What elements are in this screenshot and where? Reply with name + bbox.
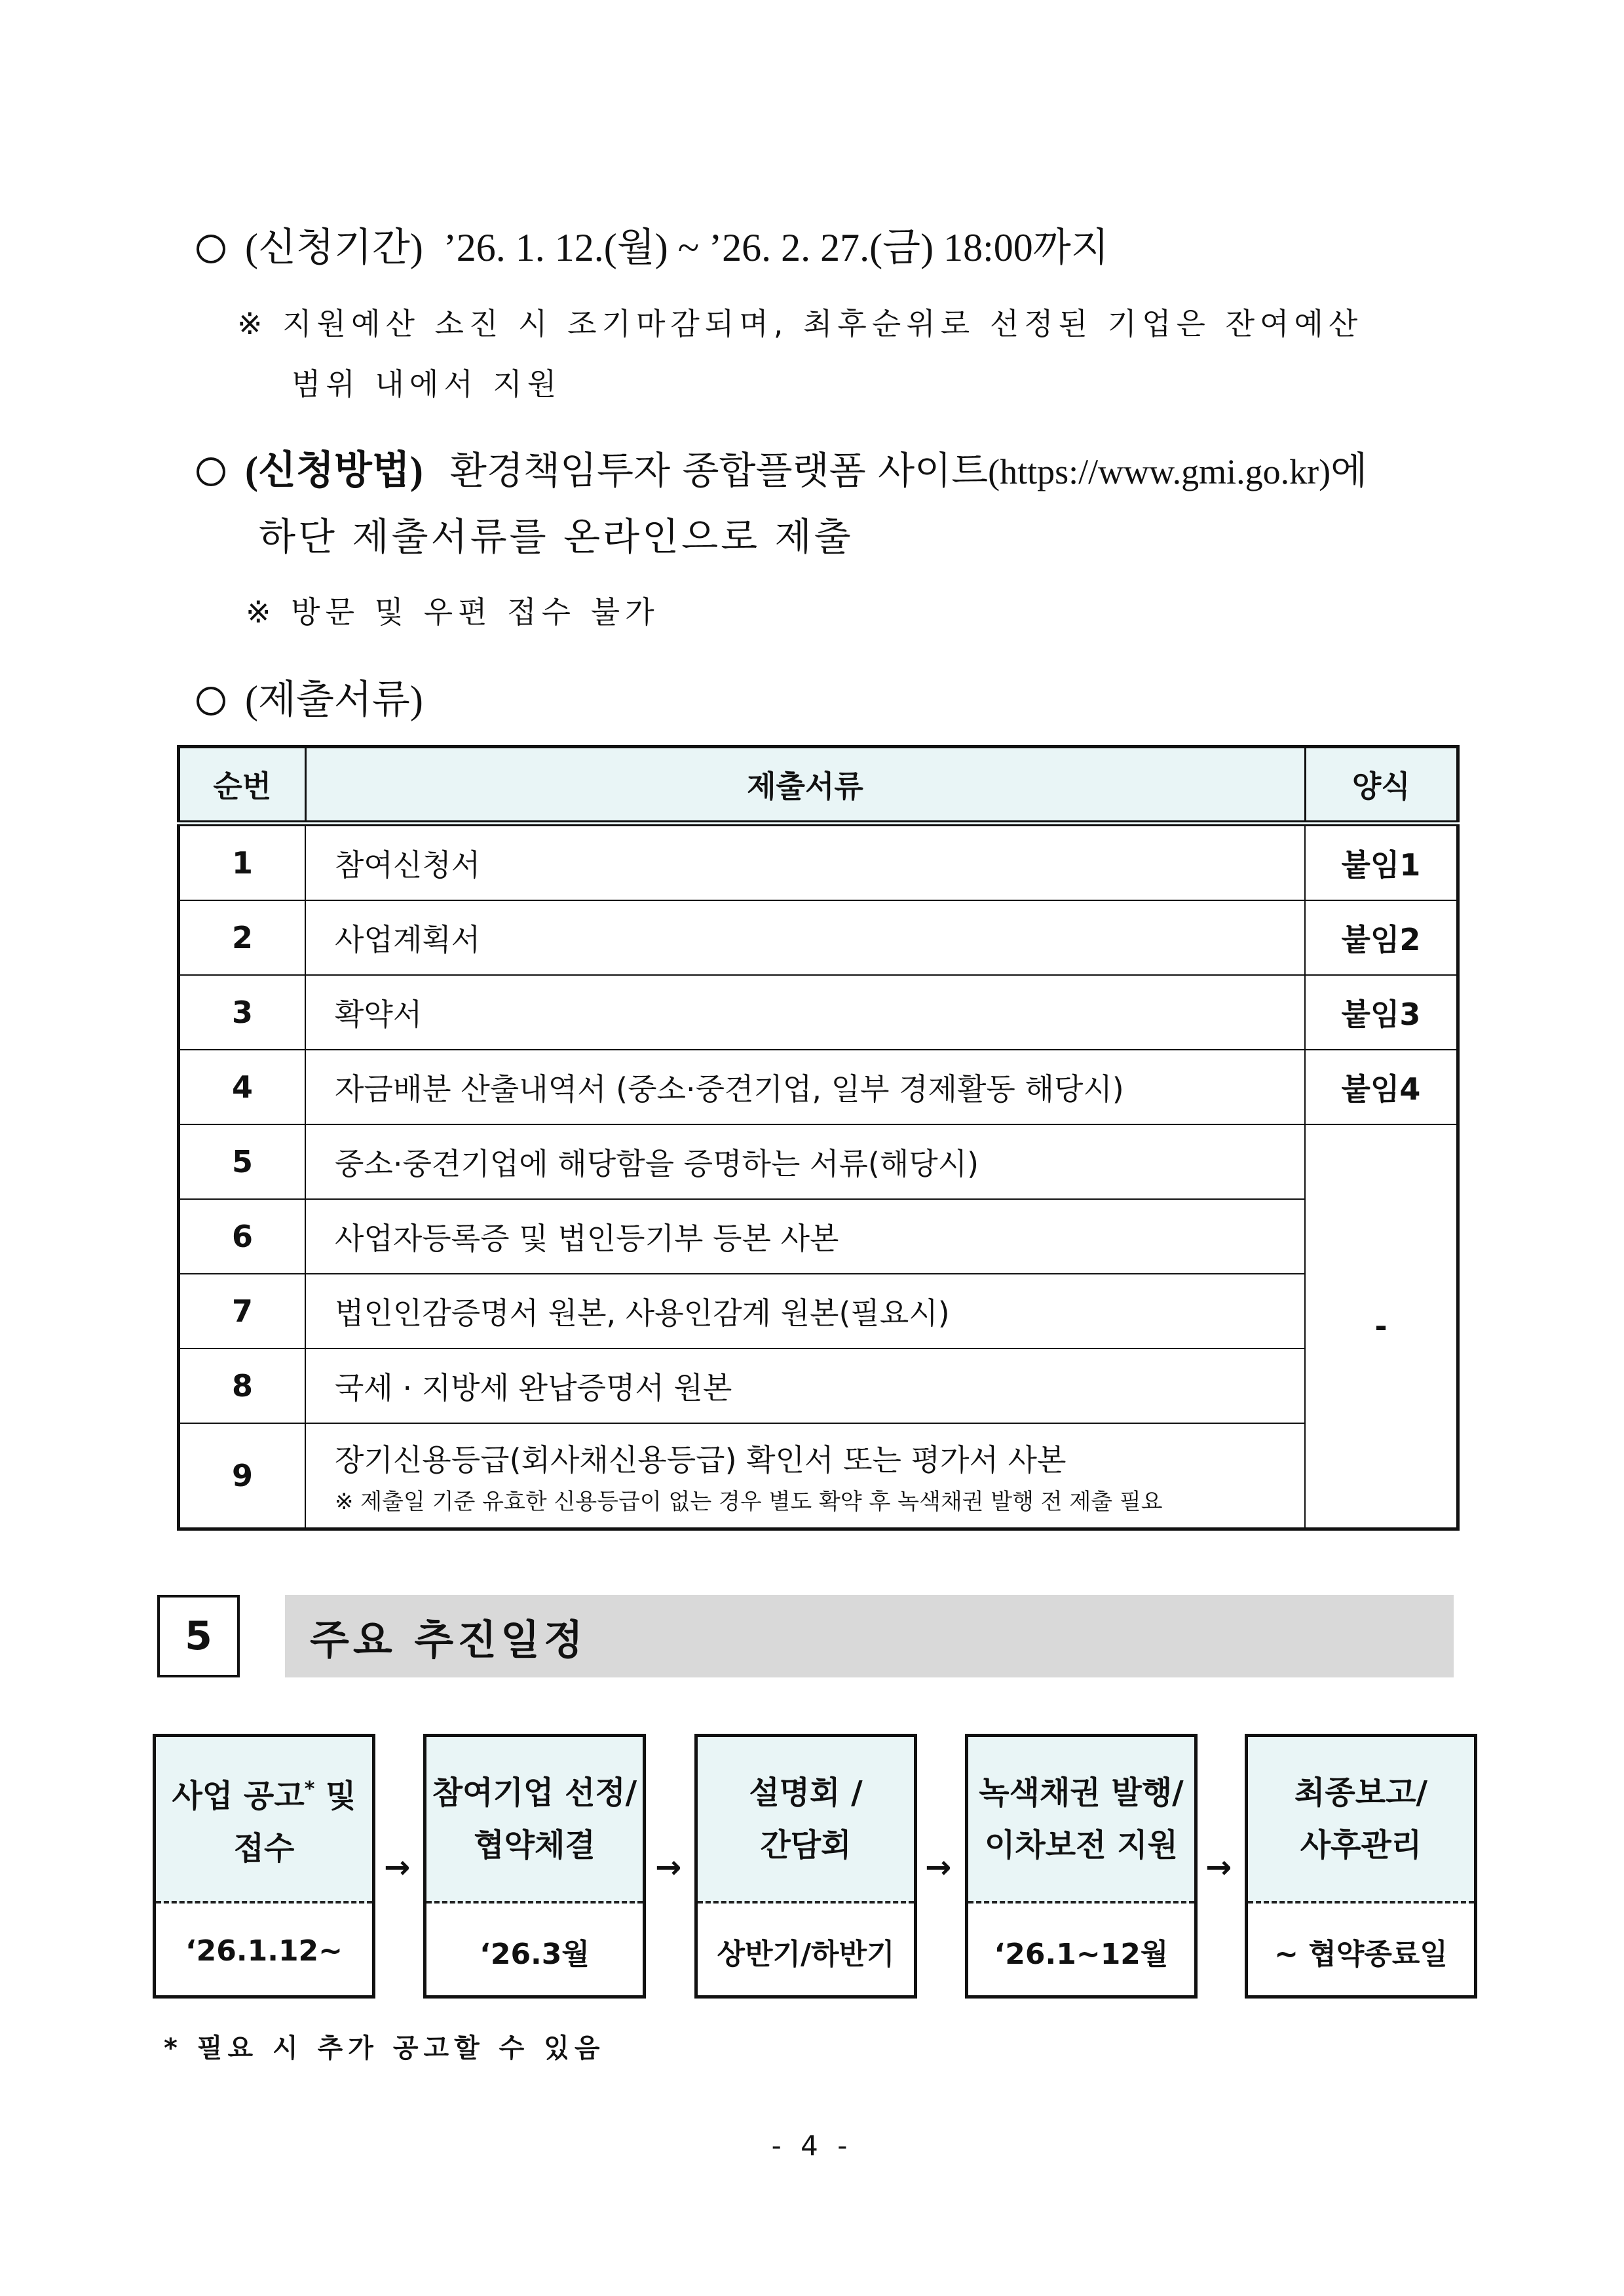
row-num: 1 (179, 824, 306, 901)
documents-label: (제출서류) (245, 678, 423, 721)
method-note: ※ 방문 및 우편 접수 불가 (246, 594, 660, 630)
documents-bullet (197, 668, 423, 725)
table-row (179, 1349, 1458, 1423)
arrow-right-icon: → (655, 1849, 682, 1886)
period-note-line1: ※ 지원예산 소진 시 조기마감되며, 최후순위로 선정된 기업은 잔여예산 (237, 306, 1363, 341)
header-doc: 제출서류 (305, 747, 1305, 824)
schedule-step (965, 1734, 1198, 1999)
step-date: ~ 협약종료일 (1274, 1937, 1448, 1971)
schedule-step (1245, 1734, 1477, 1999)
step-date: ‘26.1.12~ (185, 1934, 343, 1968)
page-number: - 4 - (771, 2130, 853, 2162)
method-text-b: 에 (1331, 448, 1368, 493)
table-row (179, 900, 1458, 975)
row-doc: 사업자등록증 및 법인등기부 등본 사본 (305, 1199, 1305, 1274)
schedule-step (423, 1734, 646, 1999)
section-title: 주요 추진일정 (285, 1595, 1454, 1677)
row-doc: 국세 · 지방세 완납증명서 원본 (305, 1349, 1305, 1423)
circle-bullet-icon (197, 235, 225, 263)
circle-bullet-icon (197, 457, 225, 486)
step-sup: * (304, 1778, 315, 1801)
row-num: 7 (179, 1274, 306, 1349)
table-row (179, 975, 1458, 1050)
step-title (968, 1737, 1194, 1904)
step-line1-tail: 및 (314, 1778, 356, 1814)
row-form: 붙임2 (1305, 900, 1458, 975)
step-title (156, 1737, 372, 1904)
row-doc: 참여신청서 (305, 824, 1305, 901)
row-num: 4 (179, 1050, 306, 1124)
row-num: 2 (179, 900, 306, 975)
step-title (1248, 1737, 1474, 1904)
step-line2: 이차보전 지원 (985, 1827, 1178, 1864)
table-row (179, 1124, 1458, 1199)
step-title (426, 1737, 643, 1904)
row-doc: 중소·중견기업에 해당함을 증명하는 서류(해당시) (305, 1124, 1305, 1199)
method-bullet (197, 439, 1367, 495)
footnote: * 필요 시 추가 공고할 수 있음 (164, 2033, 605, 2063)
row-doc-text: 장기신용등급(회사채신용등급) 확인서 또는 평가서 사본 (335, 1442, 1067, 1478)
period-bullet (197, 216, 1109, 273)
period-label: (신청기간) (245, 226, 423, 269)
step-line2: 협약체결 (474, 1827, 595, 1864)
table-row (179, 1274, 1458, 1349)
step-line1: 녹색채권 발행/ (979, 1774, 1184, 1811)
row-form: 붙임1 (1305, 824, 1458, 901)
schedule-step (694, 1734, 917, 1999)
step-line1: 최종보고/ (1294, 1774, 1427, 1811)
row-doc (305, 1423, 1305, 1529)
arrow-right-icon: → (925, 1849, 952, 1886)
row-form: 붙임4 (1305, 1050, 1458, 1124)
table-row (179, 824, 1458, 901)
arrow-right-icon: → (1205, 1849, 1232, 1886)
method-url[interactable]: (https://www.gmi.go.kr) (988, 452, 1331, 491)
circle-bullet-icon (197, 687, 225, 716)
step-line1: 설명회 / (749, 1774, 863, 1811)
row-num: 5 (179, 1124, 306, 1199)
row-num: 6 (179, 1199, 306, 1274)
row-subnote: ※ 제출일 기준 유효한 신용등급이 없는 경우 별도 확약 후 녹색채권 발행 전 제출 필요 (335, 1488, 1163, 1515)
step-line1: 참여기업 선정/ (432, 1774, 637, 1811)
row-doc: 사업계획서 (305, 900, 1305, 975)
step-date: ‘26.1~12월 (994, 1937, 1169, 1971)
merged-form-cell: - (1305, 1124, 1458, 1529)
row-num: 8 (179, 1349, 306, 1423)
row-doc: 법인인감증명서 원본, 사용인감계 원본(필요시) (305, 1274, 1305, 1349)
method-text-a: 환경책임투자 종합플랫폼 사이트 (449, 448, 989, 493)
row-doc: 자금배분 산출내역서 (중소·중견기업, 일부 경제활동 해당시) (305, 1050, 1305, 1124)
step-date: ‘26.3월 (480, 1937, 590, 1971)
table-row (179, 1423, 1458, 1529)
method-label: (신청방법) (245, 449, 423, 492)
step-line2: 간담회 (760, 1827, 852, 1864)
step-line2: 접수 (233, 1830, 295, 1867)
step-date: 상반기/하반기 (717, 1937, 895, 1971)
row-doc: 확약서 (305, 975, 1305, 1050)
period-note-line2: 범위 내에서 지원 (292, 366, 562, 402)
method-line2: 하단 제출서류를 온라인으로 제출 (259, 514, 854, 559)
table-row (179, 1199, 1458, 1274)
step-line2: 사후관리 (1300, 1827, 1422, 1864)
schedule-step (153, 1734, 375, 1999)
header-form: 양식 (1305, 747, 1458, 824)
row-num: 9 (179, 1423, 306, 1529)
row-form: 붙임3 (1305, 975, 1458, 1050)
step-title (698, 1737, 914, 1904)
table-row (179, 1050, 1458, 1124)
section-number: 5 (157, 1595, 240, 1677)
table-header-row (179, 747, 1458, 824)
row-num: 3 (179, 975, 306, 1050)
documents-table (177, 745, 1460, 1531)
period-text: ’26. 1. 12.(월) ~ ’26. 2. 27.(금) 18:00까지 (443, 226, 1109, 269)
step-line1: 사업 공고 (172, 1778, 305, 1814)
header-num: 순번 (179, 747, 306, 824)
arrow-right-icon: → (384, 1849, 411, 1886)
